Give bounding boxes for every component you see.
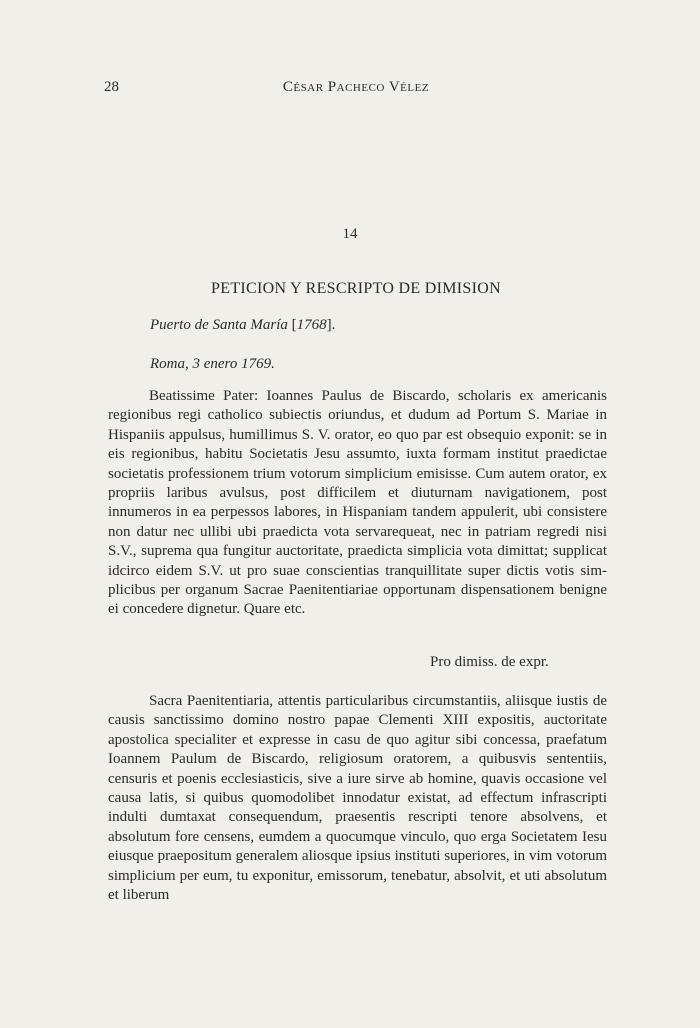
- place-date-line: [150, 317, 335, 334]
- document-title: PETICION Y RESCRIPTO DE DIMISION: [211, 280, 501, 297]
- place-date: 1768: [296, 317, 327, 333]
- running-head: [104, 79, 608, 99]
- place-name: Puerto de Santa María: [150, 317, 288, 333]
- rome-date: Roma, 3 enero: [150, 356, 238, 372]
- petition-paragraph: Beatissime Pater: Ioannes Paulus de Biscardo, scholaris ex americanis regionibus regi catholico subiectis oriundus, et dudum ad Portum S. Mariae in Hispaniis appulsus, humillimus S. V. orator, eo quo par est obsequio exponit: se in eis regionibus, habitu Societatis Jesu assumto, iuxta formam institut praedictae societatis professionem trium votorum simplicium emisisse. Cum autem orator, ex propriis laribus avulsus, post difficilem et diuturnam navigationem, post innumeros in ea perpessos labores, in Hispaniam tandem appulerit, ubi consistere non datur nec ullibi ubi praedicta vota servarequeat, nec in patriam regredi nisi S.V., suprema qua fungitur auctoritate, praedicta simplicia vota dimittat; supplicat idcirco eidem S.V. ut pro suae conscientias tranquillitate super dictis votis simplicibus per organum Sacrae Paenitentiariae opportunam dispensationem benigne ei concedere dignetur. Quare etc.: [108, 388, 607, 618]
- document-number: 14: [342, 226, 358, 242]
- page-number: 28: [104, 79, 119, 95]
- rome-year: 1769.: [237, 356, 275, 372]
- bracket-close: ].: [326, 317, 336, 333]
- running-title-author: César Pacheco Vélez: [282, 79, 430, 95]
- bracket-open: [: [287, 317, 297, 333]
- signature-line: Pro dimiss. de expr.: [430, 654, 549, 670]
- rescript-paragraph: Sacra Paenitentiaria, attentis particularibus circumstantiis, aliisque iustis de causis sanctissimo domino nostro papae Clementi XIII expositis, auctoritate apostolica specialiter et expresse in casu de quo agitur sibi concessa, praefatum Ioannem Paulum de Biscardo, religiosum oratorem, a quibusvis sententiis, censuris et poenis ecclesiasticis, sive a iure sirve ab homine, quavis occasione vel causa latis, si quibus quomodolibet innodatur existat, ad effectum infrascripti indulti dumtaxat consequendum, praesentis rescripti tenore absolvens, et absolutum fore censens, eumdem a quocumque vinculo, quo erga Societatem Iesu eiusque praepositum generalem aliosque ipsius instituti superiores, in vim votorum simplicium per eum, tu exponitur, emissorum, tenebatur, absolvit, et uti absolutum et liberum: [108, 693, 607, 904]
- rome-date-line: [150, 356, 275, 373]
